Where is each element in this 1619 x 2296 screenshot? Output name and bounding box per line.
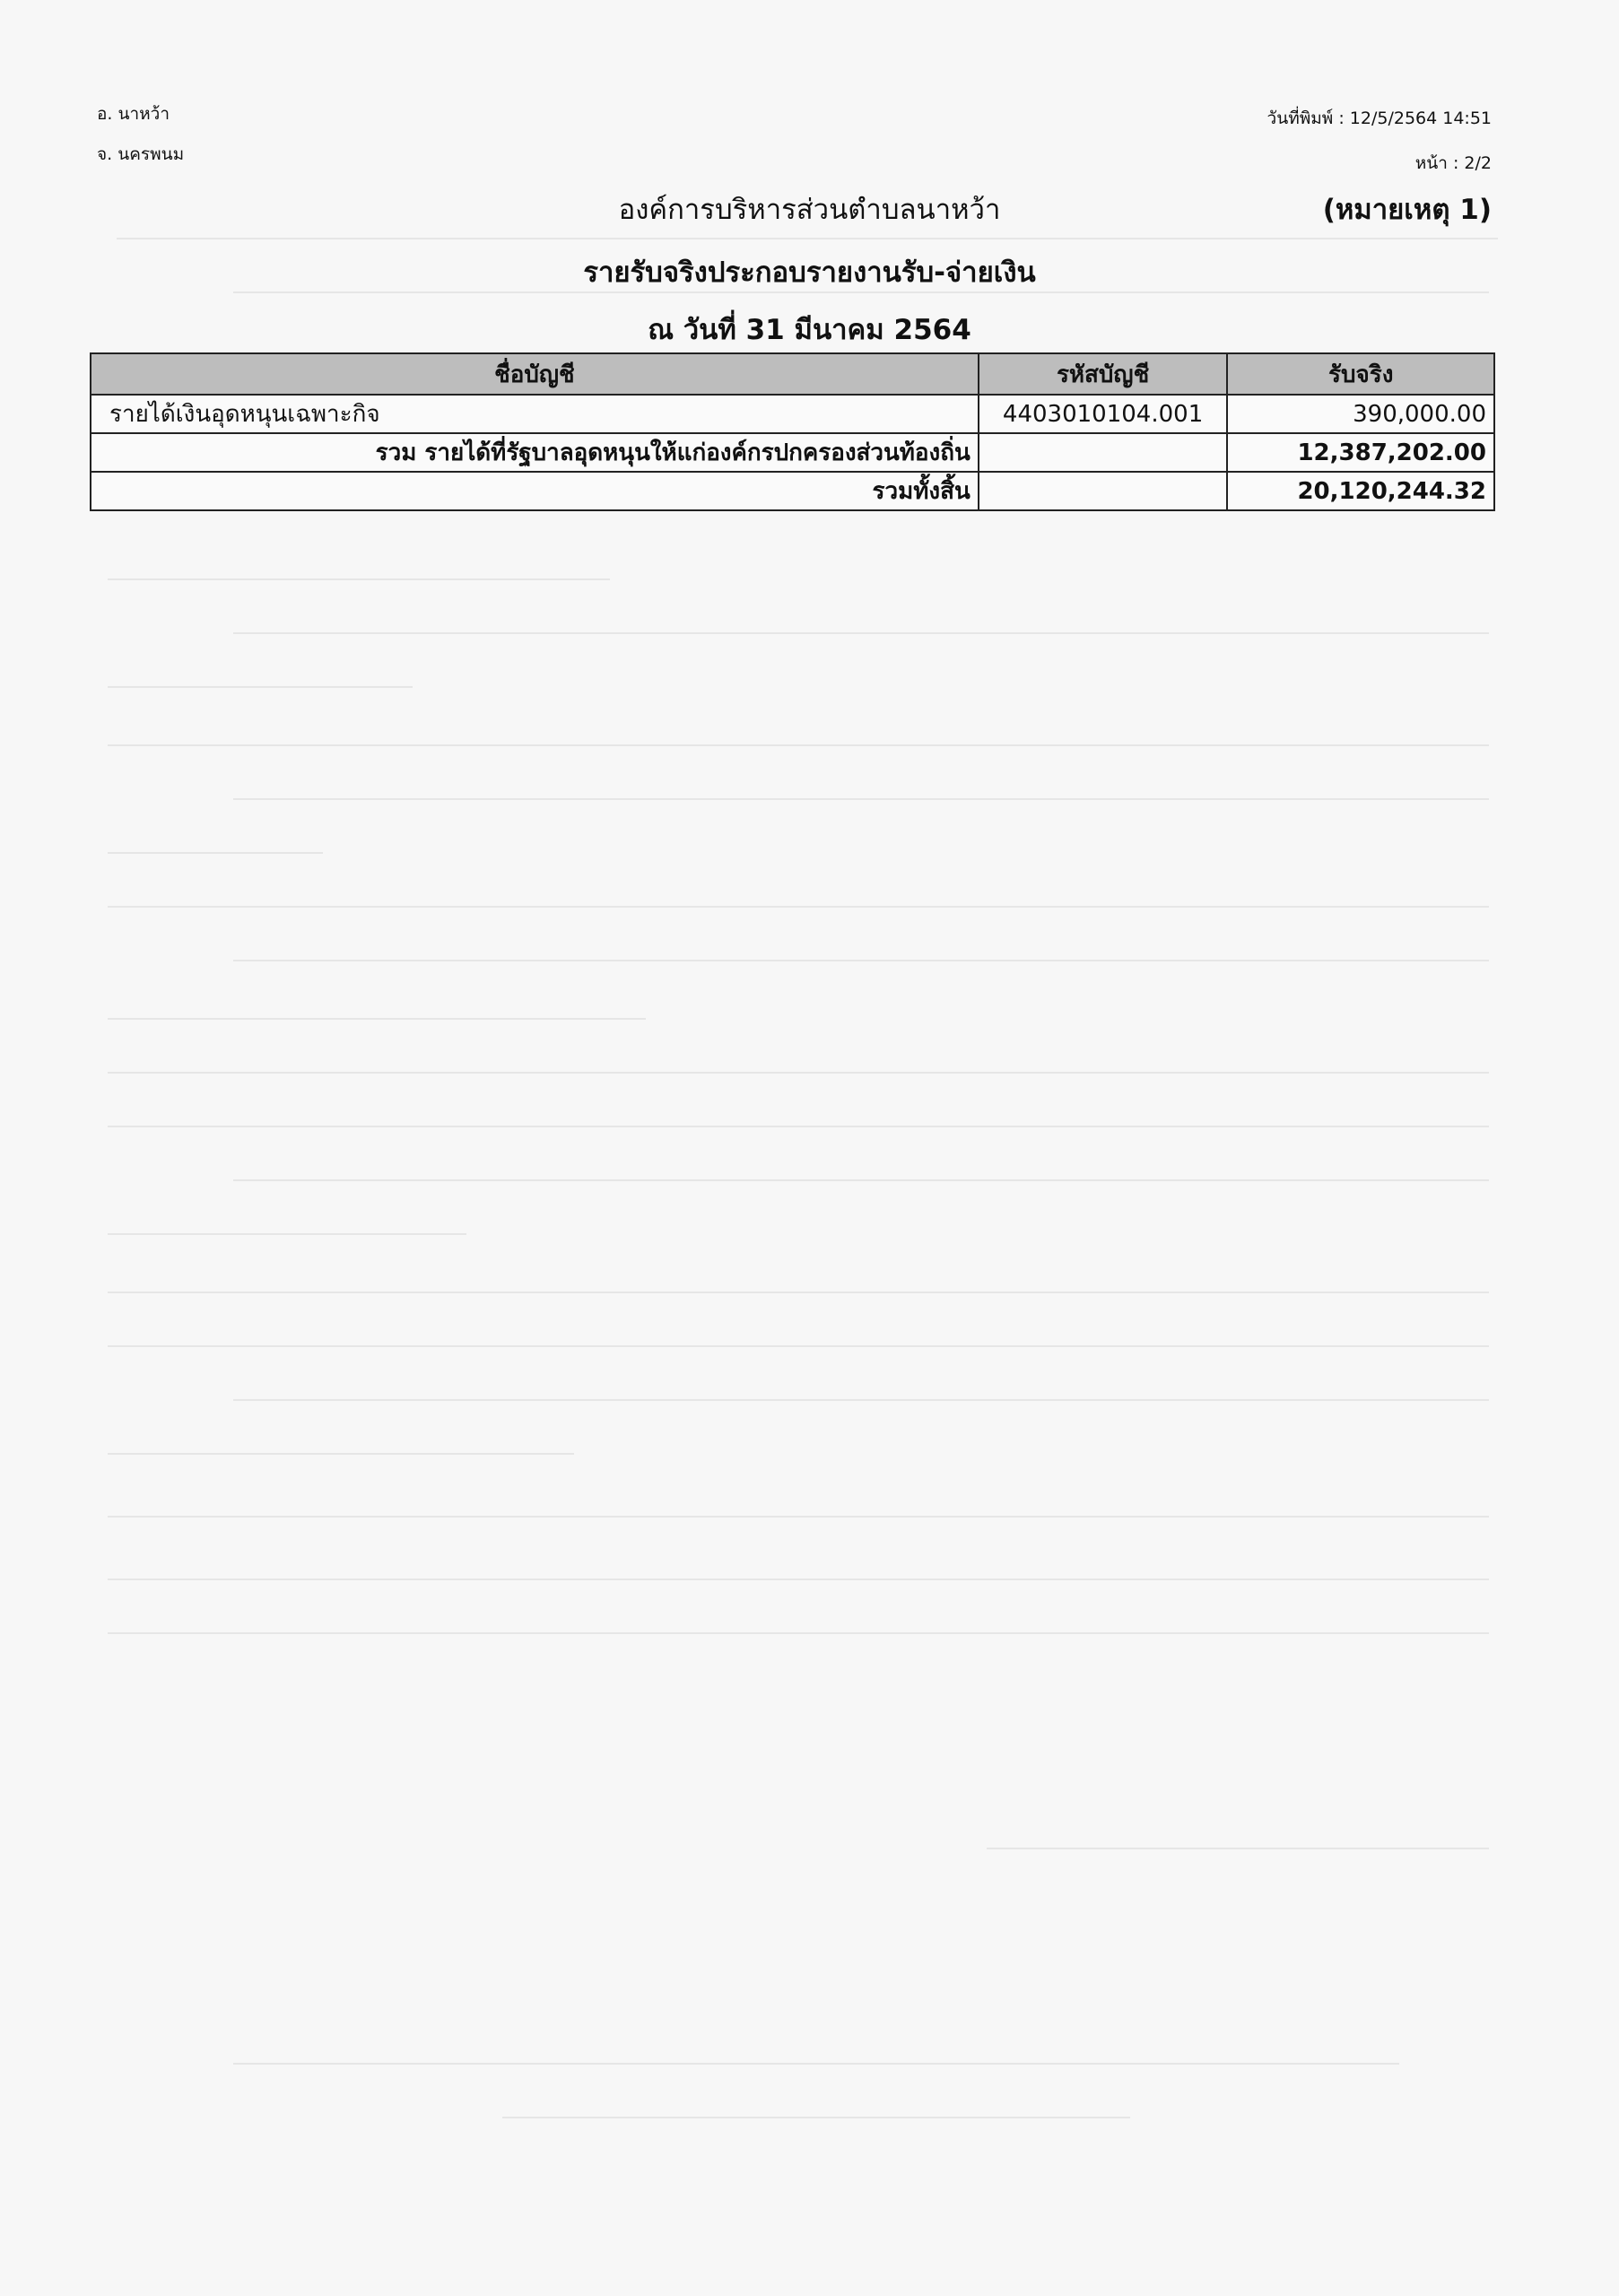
grand-total-label: รวมทั้งสิ้น: [91, 472, 979, 510]
account-code-cell: 4403010104.001: [979, 395, 1228, 433]
column-header-account-name: ชื่อบัญชี: [91, 353, 979, 395]
report-date: ณ วันที่ 31 มีนาคม 2564: [648, 314, 971, 346]
subtotal-row: [91, 433, 1494, 472]
account-name-cell: รายได้เงินอุดหนุนเฉพาะกิจ: [91, 395, 979, 433]
province-label: จ. นครพนม: [97, 144, 185, 164]
organization-title: องค์การบริหารส่วนตำบลนาหว้า: [618, 194, 1001, 226]
report-title: รายรับจริงประกอบรายงานรับ-จ่ายเงิน: [583, 257, 1036, 289]
grand-total-code-cell: [979, 472, 1228, 510]
grand-total-row: [91, 472, 1494, 510]
column-header-account-code: รหัสบัญชี: [979, 353, 1228, 395]
column-header-actual-income: รับจริง: [1227, 353, 1494, 395]
subtotal-amount: 12,387,202.00: [1227, 433, 1494, 472]
table-header-row: [91, 353, 1494, 395]
table-row: [91, 395, 1494, 433]
subtotal-code-cell: [979, 433, 1228, 472]
district-label: อ. นาหว้า: [97, 104, 170, 124]
income-table: [90, 352, 1495, 511]
amount-cell: 390,000.00: [1227, 395, 1494, 433]
print-date: วันที่พิมพ์ : 12/5/2564 14:51: [1266, 109, 1492, 128]
grand-total-amount: 20,120,244.32: [1227, 472, 1494, 510]
note-reference: (หมายเหตุ 1): [1322, 194, 1492, 226]
page-number: หน้า : 2/2: [1414, 153, 1492, 173]
subtotal-label: รวม รายได้ที่รัฐบาลอุดหนุนให้แก่องค์กรปกครองส่วนท้องถิ่น: [91, 433, 979, 472]
